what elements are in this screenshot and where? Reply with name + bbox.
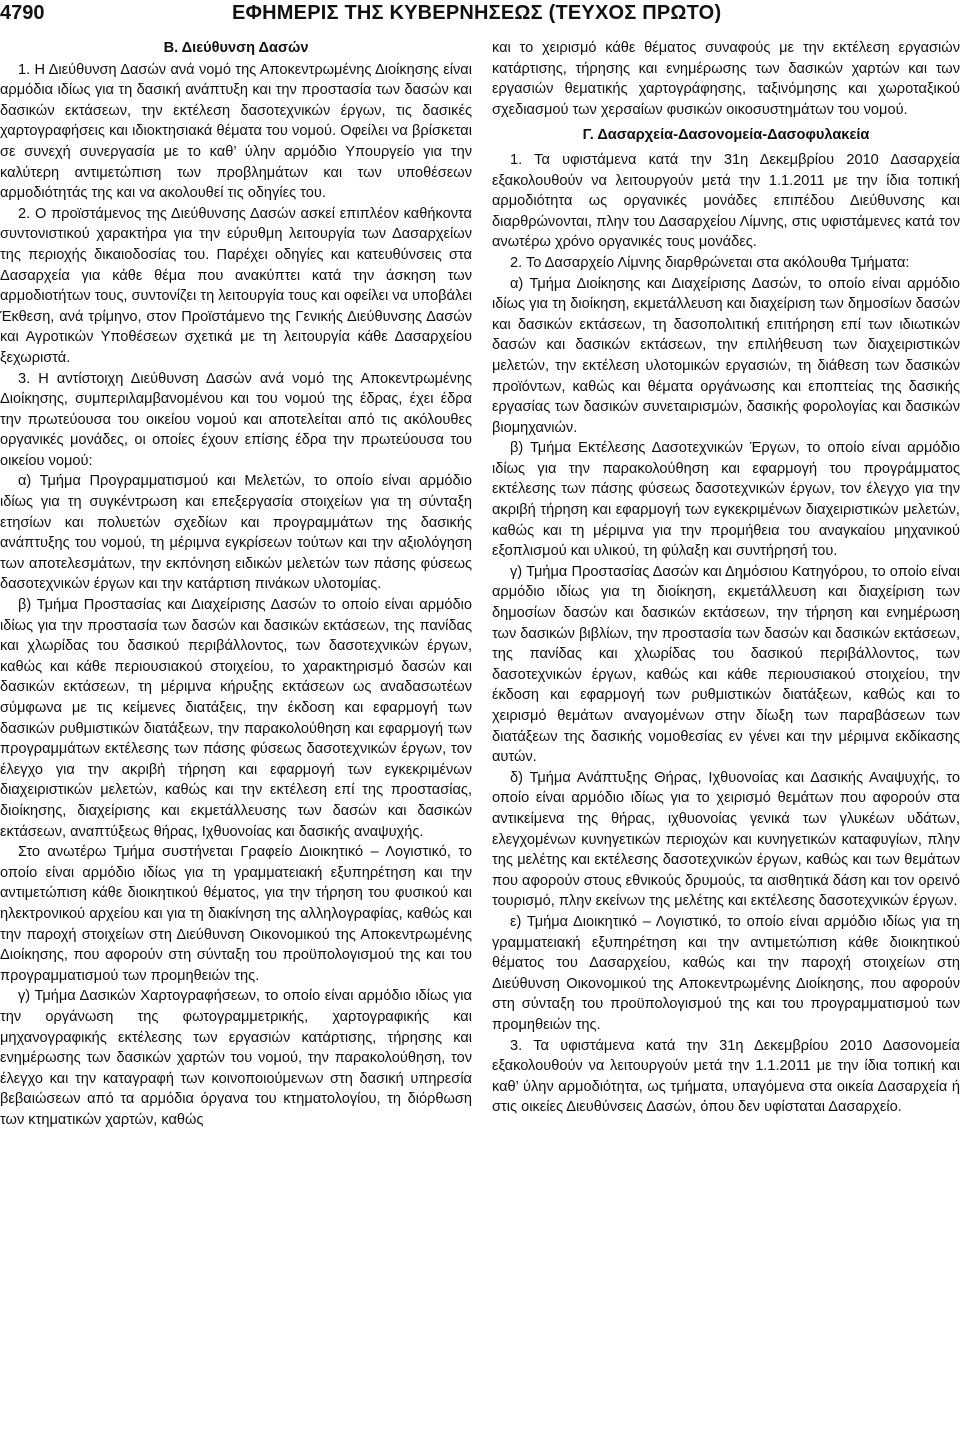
paragraph-c-2e: ε) Τμήμα Διοικητικό – Λογιστικό, το οποίο είναι αρμόδιο ιδίως για τη γραμματειακή εξυπηρέτηση και την αντιμετώπιση κάθε διοικητικού θέματος του Δασαρχείου, καθώς και την παροχή στοιχείων στη Διεύθυνση Οικονομικού της Αποκεντρωμένης Διοίκησης, που αφορούν στη σύνταξη του προϋπολογισμού της και του προγραμματισμού των προμηθειών της.: [492, 913, 960, 1033]
paragraph-continuation: και το χειρισμό κάθε θέματος συναφούς με την εκτέλεση εργασιών κατάρτισης, τήρησης και ενημέρωσης των δασικών χαρτών και των εργασιών θεματικής χαρτογράφησης, ταξινόμησης και χωροταξικού σχεδιασμού των χερσαίων φυσικών οικοσυστημάτων του νομού.: [492, 40, 960, 118]
right-column: [492, 38, 960, 1118]
paragraph-c-2a: α) Τμήμα Διοίκησης και Διαχείρισης Δασών, το οποίο είναι αρμόδιο ιδίως για τη διοίκηση, εκμετάλλευση και διαχείριση των δημοσίων δασών και δασικών εκτάσεων, τη δασοπολιτική επιτήρηση επί των ιδιωτικών δασών και δασικών εκτάσεων, την επιλήθευση των διαχειριστικών μελετών, την εκτέλεση υλοτομικών εργασιών, τη διάθεση των δασικών προϊόντων, καθώς και θέματα οργάνωσης και εποπτείας της δασικής εργασίας των δασικών συνεταιρισμών, δασικής φορολογίας και δασικών βιομηχανιών.: [492, 275, 960, 436]
paragraph-b-2: 2. Ο προϊστάμενος της Διεύθυνσης Δασών ασκεί επιπλέον καθήκοντα συντονιστικού χαρακτήρα για την εύρυθμη λειτουργία των Δασαρχείων της περιοχής δικαιοδοσίας του. Παρέχει οδηγίες και κατευθύνσεις στα Δασαρχεία για κάθε θέμα που ανακύπτει κατά την άσκηση των αρμοδιοτήτων τους, συντονίζει τη λειτουργία τους και οφείλει να υποβάλει Έκθεση, ανά τρίμηνο, στον Προϊστάμενο της Γενικής Διεύθυνσης Δασών και Αγροτικών Υποθέσεων σχετικά με τη λειτουργία κάθε Δασαρχείου ξεχωριστά.: [0, 205, 472, 366]
paragraph-c-3: 3. Τα υφιστάμενα κατά την 31η Δεκεμβρίου 2010 Δασονομεία εξακολουθούν να λειτουργούν μετά την 1.1.2011 με την ίδια τοπική και καθ’ ύλην αρμοδιότητα, ως τμήματα, υπαγόμενα στα οικεία Δασαρχεία ή στις οικείες Διευθύνσεις Δασών, όπου δεν υφίσταται Δασαρχείο.: [492, 1037, 960, 1116]
paragraph-c-2b: β) Τμήμα Εκτέλεσης Δασοτεχνικών Έργων, το οποίο είναι αρμόδιο ιδίως για την παρακολούθηση και εφαρμογή του προγράμματος εκτέλεσης των πάσης φύσεως δασοτεχνικών έργων, τον έλεγχο για την ακριβή τήρηση και εφαρμογή των εγκεκριμένων διαχειριστικών μελετών, καθώς και τη μέριμνα για την προμήθεια του αναγκαίου μηχανικού εξοπλισμού και υλικού, τη φύλαξη και συντήρησή του.: [492, 440, 960, 560]
paragraph-c-2c: γ) Τμήμα Προστασίας Δασών και Δημόσιου Κατηγόρου, το οποίο είναι αρμόδιο ιδίως για τη διοίκηση, εκμετάλλευση και διαχείριση των δημοσίων δασών και δασικών εκτάσεων, την τήρηση και ενημέρωση των δασικών βιβλίων, την προστασία των δασών και δασικών εκτάσεων, της πανίδας και χλωρίδας του δασικού περιβάλλοντος, των δασοτεχνικών έργων, καθώς και κάθε περιουσιακού στοιχείου, την έκδοση και εφαρμογή των ρυθμιστικών διατάξεων, καθώς και το χειρισμό θεμάτων αναγομένων στην δίωξη των παραβάσεων των διατάξεων της δασικής νομοθεσίας εν γένει και την μέριμνα εκδίκασης αυτών.: [492, 563, 960, 766]
paragraph-b-office: Στο ανωτέρω Τμήμα συστήνεται Γραφείο Διοικητικό – Λογιστικό, το οποίο είναι αρμόδιο ιδίως για τη γραμματειακή εξυπηρέτηση και την αντιμετώπιση κάθε διοικητικού θέματος, για την τήρηση του φυσικού και ηλεκτρονικού αρχείου και για τη διακίνηση της αλληλογραφίας, καθώς και την παροχή στοιχείων στη Διεύθυνση Οικονομικού της Αποκεντρωμένης Διοίκησης, που αφορούν στη σύνταξη του προϋπολογισμού της και του προγραμματισμού των προμηθειών της.: [0, 844, 472, 984]
gazette-title: ΕΦΗΜΕΡΙΣ ΤΗΣ ΚΥΒΕΡΝΗΣΕΩΣ (ΤΕΥΧΟΣ ΠΡΩΤΟ): [232, 2, 722, 24]
paragraph-b-1: 1. Η Διεύθυνση Δασών ανά νομό της Αποκεντρωμένης Διοίκησης είναι αρμόδια ιδίως για τη δασική ανάπτυξη και την προστασία των δασών και δασικών εκτάσεων, την εκτέλεση δασοτεχνικών έργων, τις δασικές χαρτογραφήσεις και ιδιοκτησιακά θέματα του νομού. Οφείλει να βρίσκεται σε συνεχή συνεργασία με το καθ’ ύλην αρμόδιο Υπουργείο για την καλύτερη αντιμετώπιση των προβλημάτων και των υποθέσεων αρμοδιότητάς της και να ακολουθεί τις οδηγίες του.: [0, 61, 472, 202]
paragraph-b-3: 3. Η αντίστοιχη Διεύθυνση Δασών ανά νομό της Αποκεντρωμένης Διοίκησης, συμπεριλαμβανομένου και του νομού της έδρας, έχει έδρα την πρωτεύουσα του οικείου νομού και αποτελείται από τις ακόλουθες οργανικές μονάδες, οι οποίες έχουν επίσης έδρα την πρωτεύουσα του οικείου νομού:: [0, 370, 472, 469]
page-number: 4790: [0, 2, 45, 24]
left-column: [0, 38, 472, 1130]
section-heading-b: Β. Διεύθυνση Δασών: [163, 40, 309, 56]
paragraph-b-3c: γ) Τμήμα Δασικών Χαρτογραφήσεων, το οποίο είναι αρμόδιο ιδίως για την οργάνωση της φωτογραμμετρικής, χαρτογραφικής και μηχανογραφικής εκτέλεσης των εργασιών κατάρτισης, τήρησης και ενημέρωσης των δασικών χαρτών του νομού, την παρακολούθηση, τον έλεγχο και την καταγραφή των κοινοποιούμενων στη δασική υπηρεσία βεβαιώσεων από τα αρμόδια όργανα του κτηματολογίου, τη διόρθωση των κτηματικών χαρτών, καθώς: [0, 988, 472, 1128]
page-header: [0, 2, 960, 32]
paragraph-b-3b: β) Τμήμα Προστασίας και Διαχείρισης Δασών το οποίο είναι αρμόδιο ιδίως για την προστασία των δασών και δασικών εκτάσεων, της πανίδας και χλωρίδας του δασικού περιβάλλοντος, των δασοτεχνικών έργων, καθώς και κάθε περιουσιακού στοιχείου, το χαρακτηρισμό δασών και δασικών εκτάσεων, τη μέριμνα κήρυξης εκτάσεων ως αναδασωτέων σύμφωνα με τις κείμενες διατάξεις, την έκδοση και εφαρμογή των δασικών ρυθμιστικών διατάξεων, την παρακολούθηση και εφαρμογή των προγραμμάτων εκτέλεσης των πάσης φύσεως δασοτεχνικών έργων, τον έλεγχο για την ακριβή τήρηση και εφαρμογή των εγκεκριμένων διαχειριστικών μελετών, καθώς και την εκτέλεση επί της προστασίας, διοίκησης, διαχείρισης και εκμετάλλευσης των δασών και δασικών εκτάσεων, αναπτύξεως θήρας, Ιχθυονοίας και δασικής αναψυχής.: [0, 597, 472, 840]
paragraph-b-3a: α) Τμήμα Προγραμματισμού και Μελετών, το οποίο είναι αρμόδιο ιδίως για τη συγκέντρωση και επεξεργασία στοιχείων για τη σύνταξη ετησίων και πολυετών σχεδίων και προγραμμάτων της δασικής ανάπτυξης του νομού, τη μέριμνα εγκρίσεων τούτων και την αξιολόγηση των αποτελεσμάτων, την εκπόνηση ειδικών μελετών των πάσης φύσεως δασοτεχνικών έργων και την κατάρτιση πινάκων υλοτομίας.: [0, 473, 472, 593]
paragraph-c-2d: δ) Τμήμα Ανάπτυξης Θήρας, Ιχθυονοίας και Δασικής Αναψυχής, το οποίο είναι αρμόδιο ιδίως για το χειρισμό θεμάτων που αφορούν στα αντικείμενα της θήρας, ιχθυονοίας γενικά των γλυκέων υδάτων, ελεγχομένων κυνηγετικών περιοχών και κυνηγετικών καταφυγίων, πλην της μελέτης και εκτέλεσης δασοτεχνικών έργων, καθώς και των θεμάτων που αφορούν στους εθνικούς δρυμούς, τα αισθητικά δάση και τον ορεινό τουρισμό, πλην εκείνων της μελέτης και εκτέλεσης δασοτεχνικών έργων.: [492, 769, 960, 910]
paragraph-c-1: 1. Τα υφιστάμενα κατά την 31η Δεκεμβρίου 2010 Δασαρχεία εξακολουθούν να λειτουργούν μετά την 1.1.2011 με την ίδια τοπική αρμοδιότητα ως οργανικές μονάδες επιπέδου Διεύθυνσης και διαρθρώνονται, πλην του Δασαρχείου Λίμνης, στις υφιστάμενες κατά τον ανωτέρω χρόνο οργανικές τους μονάδες.: [492, 151, 960, 251]
paragraph-c-2: 2. Το Δασαρχείο Λίμνης διαρθρώνεται στα ακόλουθα Τμήματα:: [510, 254, 910, 271]
section-heading-c: Γ. Δασαρχεία-Δασονομεία-Δασοφυλακεία: [582, 127, 870, 144]
